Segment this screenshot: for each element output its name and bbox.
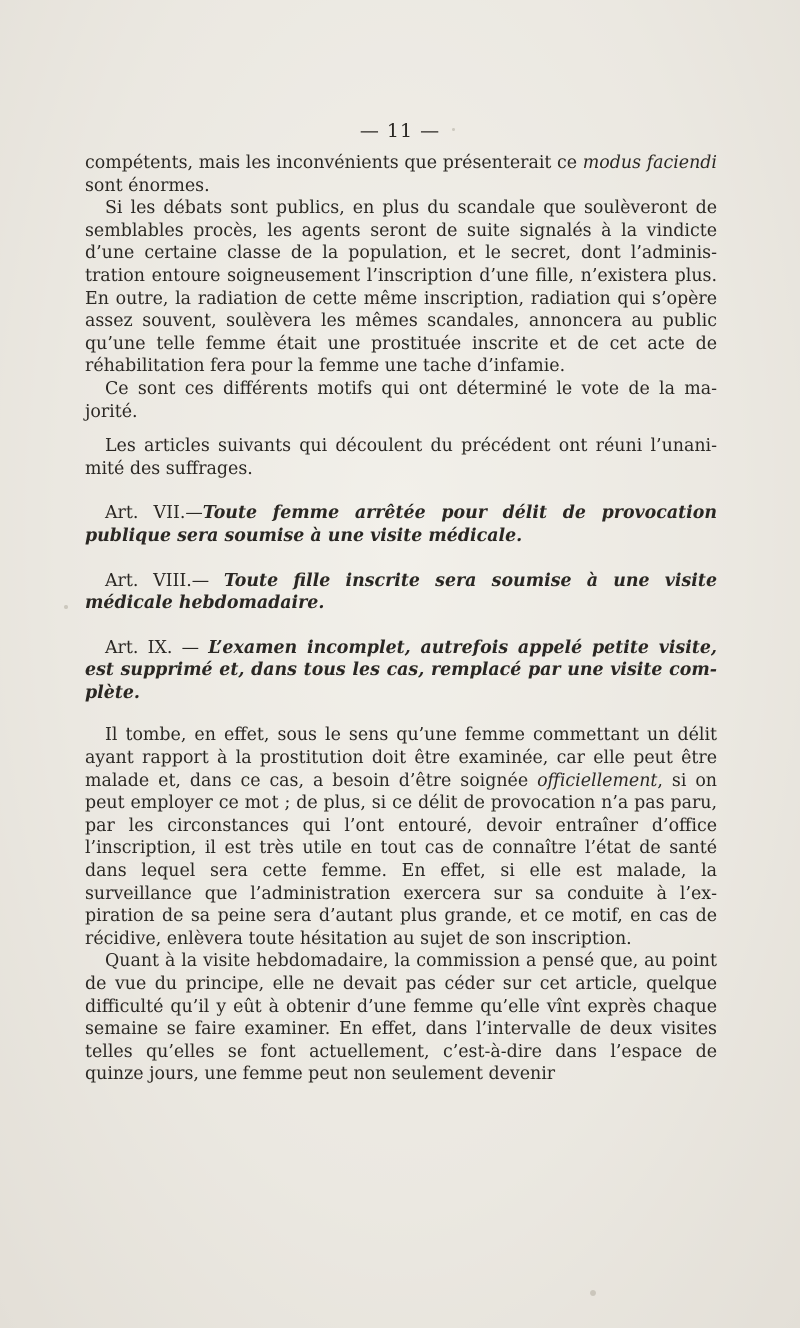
article-7	[85, 502, 717, 547]
emphasized-word: officiellement	[537, 770, 658, 791]
paragraph-4: Les articles suivants qui découlent du précédent ont réuni l’unanimité des suffrages.	[85, 436, 717, 479]
article-8-label: Art. VIII.—	[105, 570, 224, 591]
paper-speck	[64, 605, 68, 609]
paragraph-5-text-b: , si on peut employer ce mot ; de plus, si ce délit de provocation n’a pas paru, par les circonstances qui l’ont entouré, devoir entraîner d’office l’inscription, il est très utile en tout cas de connaître l’état de santé dans lequel sera cette femme. En effet, si elle est malade, la surveillance que l’administration exercera sur sa conduite à l’expiration de sa peine sera d’autant plus grande, et ce motif, en cas de récidive, enlèvera toute hésitation au sujet de son inscription.	[85, 770, 717, 949]
article-9	[85, 637, 717, 705]
paper-speck	[590, 1290, 596, 1296]
paragraph-1-text-a: compétents, mais les inconvénients que présenterait ce	[85, 153, 583, 173]
article-9-text: L’examen incomplet, autrefois appelé petite visite, est supprimé et, dans tous les cas, remplacé par une visite complète.	[85, 637, 717, 703]
paragraph-2: Si les débats sont publics, en plus du scandale que soulèveront de semblables procès, les agents seront de suite signalés à la vindicte d’une certaine classe de la population, et le secret, dont l’administration entoure soigneusement l’inscription d’une fille, n’existera plus. En outre, la radiation de cette même inscription, radiation qui s’opère assez souvent, soulèvera les mêmes scandales, annoncera au public qu’une telle femme était une prostituée inscrite et de cet acte de réhabilitation fera pour la femme une tache d’infamie.	[85, 198, 717, 377]
page-number: — 11 —	[359, 120, 441, 142]
paragraph-3: Ce sont ces différents motifs qui ont déterminé le vote de la majorité.	[85, 378, 717, 422]
paper-speck	[452, 128, 455, 131]
paragraph-1	[85, 152, 717, 197]
latin-phrase: modus faciendi	[582, 153, 717, 173]
article-9-label: Art. IX. —	[105, 637, 209, 658]
paragraph-5-text-a: Il tombe, en effet, sous le sens qu’une femme commettant un délit ayant rapport à la prostitution doit être examinée, car elle peut être malade et, dans ce cas, a besoin d’être soignée	[85, 725, 717, 791]
body-text	[85, 152, 717, 1086]
article-7-text: Toute femme arrêtée pour délit de provocation publique sera soumise à une visite médicale.	[85, 503, 717, 546]
paragraph-6: Quant à la visite hebdomadaire, la commission a pensé que, au point de vue du principe, elle ne devait pas céder sur cet article, quelque difficulté qu’il y eût à obtenir d’une femme qu’elle vînt exprès chaque semaine se faire examiner. En effet, dans l’intervalle de deux visites telles qu’elles se font actuellement, c’est-à-dire dans l’espace de quinze jours, une femme peut non seulement devenir	[85, 951, 717, 1085]
article-8	[85, 570, 717, 615]
paragraph-1-text-b: sont énormes.	[85, 175, 210, 196]
article-8-text: Toute fille inscrite sera soumise à une visite médicale hebdomadaire.	[85, 570, 718, 614]
paragraph-5	[85, 724, 717, 950]
article-7-label: Art. VII.—	[105, 503, 203, 524]
